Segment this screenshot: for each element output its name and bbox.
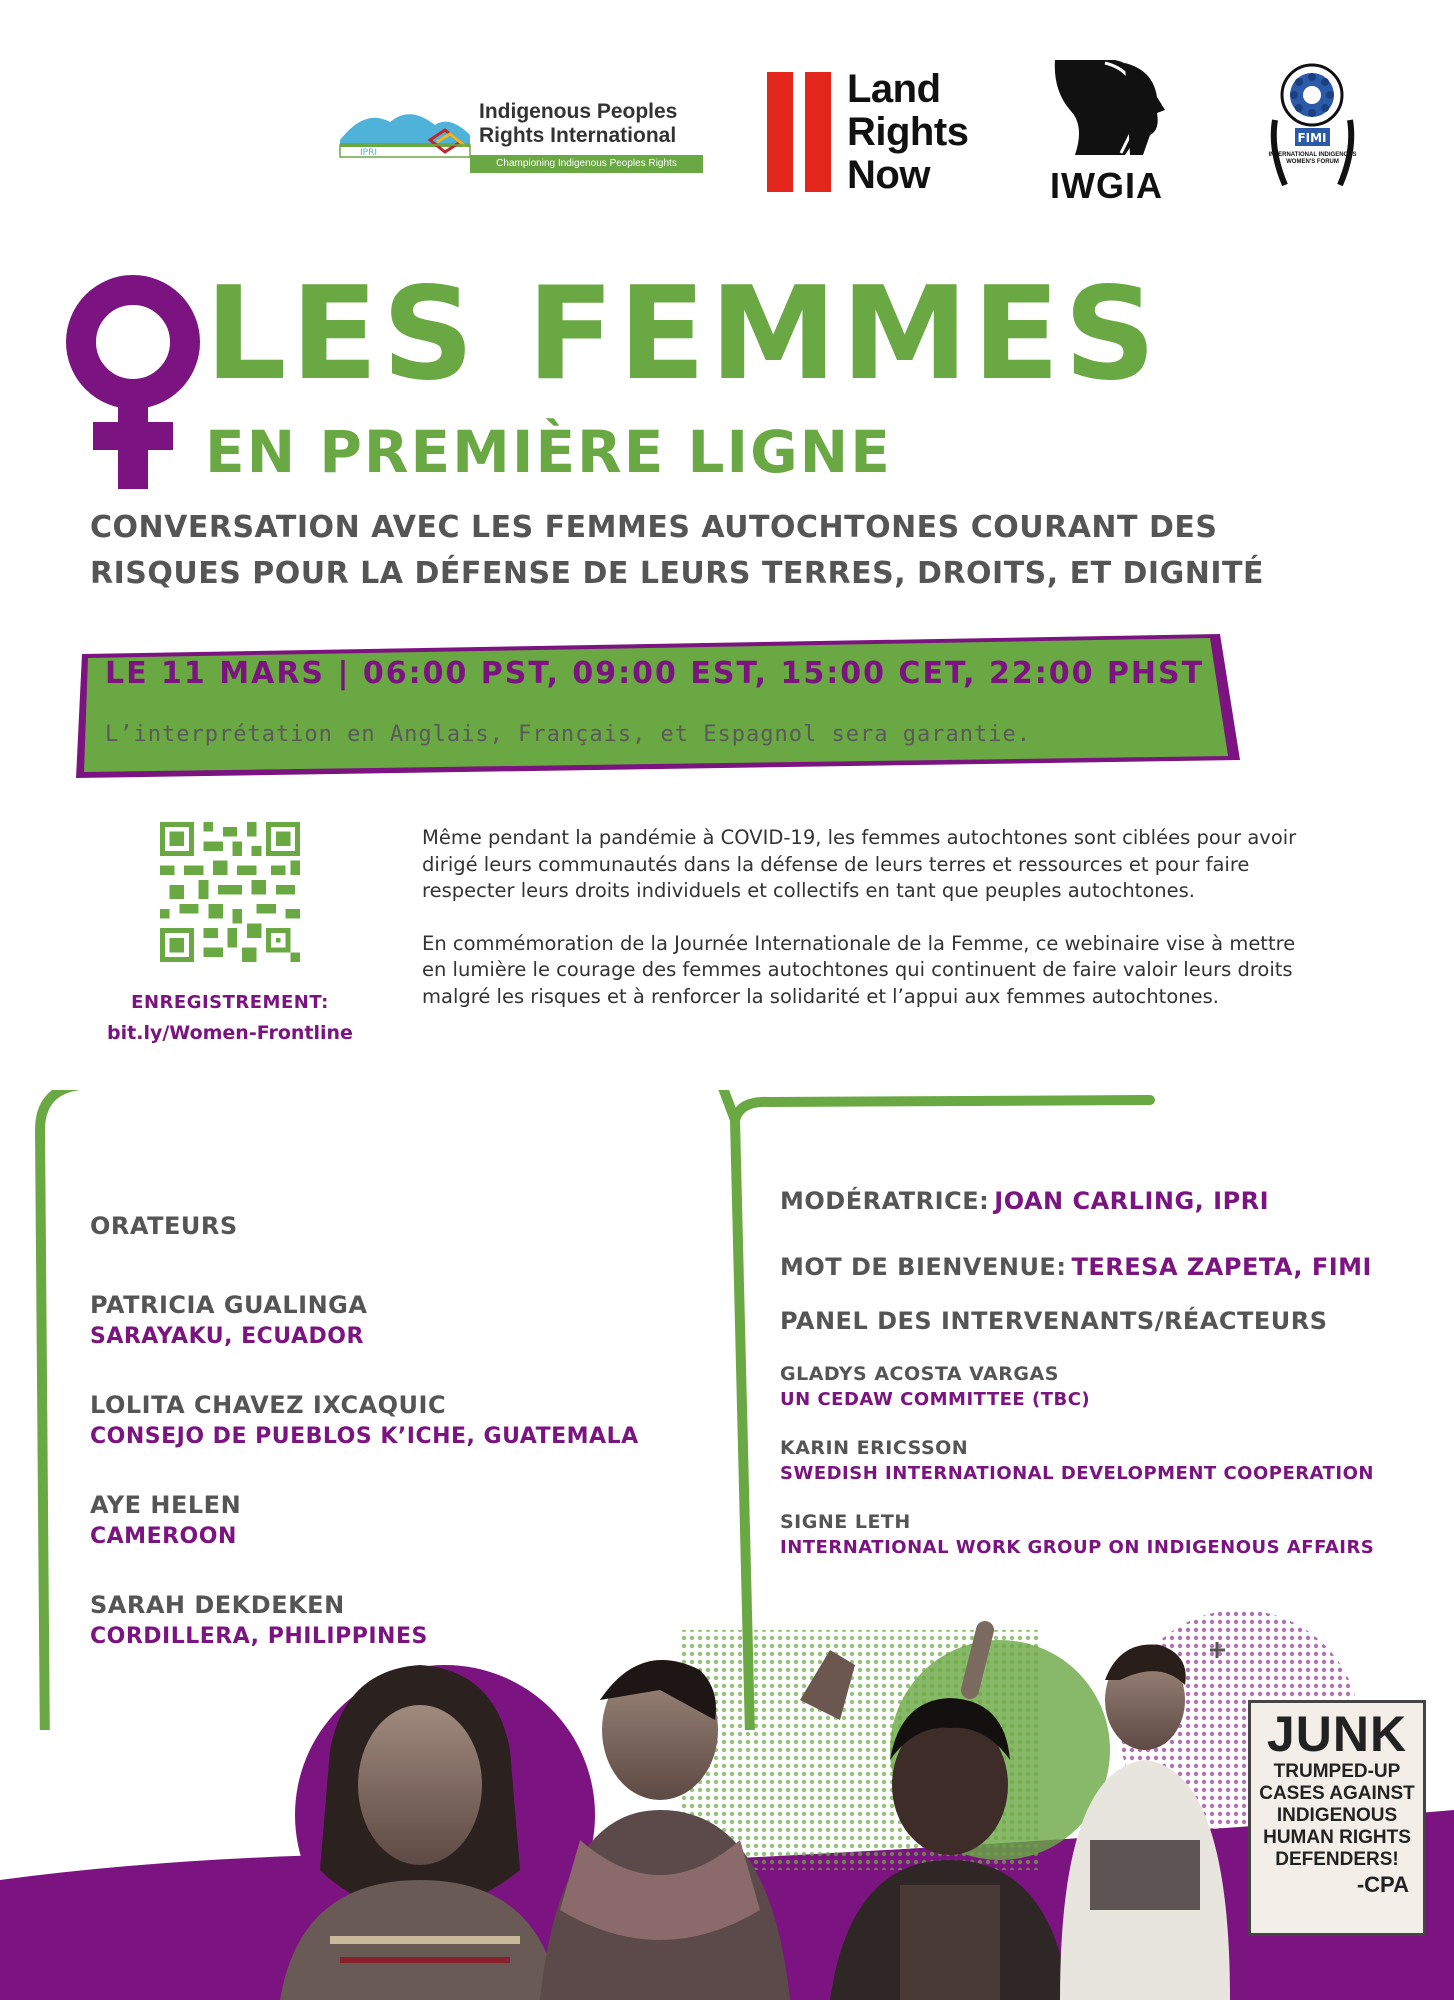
qr-code[interactable] xyxy=(160,822,300,962)
female-symbol-icon xyxy=(65,272,215,492)
speakers-heading: ORATEURS xyxy=(90,1212,238,1240)
event-description-heading xyxy=(90,505,1380,597)
panelist-name: SIGNE LETH xyxy=(780,1511,911,1533)
ipri-mountain-icon xyxy=(335,100,475,160)
welcome-name: TERESA ZAPETA, FIMI xyxy=(1071,1253,1372,1281)
speaker-org: SARAYAKU, ECUADOR xyxy=(90,1324,364,1349)
moderator-name: JOAN CARLING, IPRI xyxy=(994,1187,1270,1215)
moderator-row xyxy=(780,1187,1420,1215)
page-title: LES FEMMES xyxy=(205,260,1160,409)
sign-line: CASES AGAINST xyxy=(1259,1783,1415,1804)
panel-heading-text: PANEL DES INTERVENANTS/RÉACTEURS xyxy=(780,1307,1328,1335)
description-paragraph-2: En commémoration de la Journée Internationale de la Femme, ce webinaire vise à mettre en lumière le courage des femmes autochtones qui continuent de faire valoir leurs droits malgré les risques et à renforcer la solidarité et l’appui aux femmes autochtones. xyxy=(422,931,1296,1008)
description-paragraph-1: Même pendant la pandémie à COVID-19, les femmes autochtones sont ciblées pour avoir dirigé leurs communautés dans la défense de leurs terres et ressources et pour faire respecter leurs droits individuels et collectifs en tant que peuples autochtones. xyxy=(422,826,1297,902)
lrn-bars-icon xyxy=(765,70,835,195)
speaker-org: CORDILLERA, PHILIPPINES xyxy=(90,1624,428,1649)
subtitle-line2: RISQUES POUR LA DÉFENSE DE LEURS TERRES, DROITS, ET DIGNITÉ xyxy=(90,556,1264,591)
panelist-item xyxy=(780,1509,1420,1561)
sign-line: INDIGENOUS xyxy=(1276,1805,1398,1826)
panelist-org: SWEDISH INTERNATIONAL DEVELOPMENT COOPERATION xyxy=(780,1463,1374,1484)
panelist-org: INTERNATIONAL WORK GROUP ON INDIGENOUS AFFAIRS xyxy=(780,1537,1375,1558)
panelist-item xyxy=(780,1435,1420,1487)
ipri-logo xyxy=(335,92,705,174)
event-description xyxy=(422,825,1322,1036)
lrn-line2: Rights xyxy=(847,110,969,154)
speaker-name: LOLITA CHAVEZ IXCAQUIC xyxy=(90,1391,447,1419)
welcome-label: MOT DE BIENVENUE: xyxy=(780,1253,1067,1281)
sign-title: JUNK xyxy=(1266,1706,1408,1762)
sign-body xyxy=(1251,1761,1423,1871)
ipri-tagline: Championing Indigenous Peoples Rights xyxy=(470,155,703,173)
iwgia-logo xyxy=(1045,55,1180,205)
speaker-org: CAMEROON xyxy=(90,1524,237,1549)
fimi-logo xyxy=(1265,60,1360,205)
welcome-row xyxy=(780,1253,1420,1281)
speaker-name: AYE HELEN xyxy=(90,1491,242,1519)
svg-text:FIMI: FIMI xyxy=(1297,131,1327,145)
moderator-label: MODÉRATRICE: xyxy=(780,1187,990,1215)
protest-sign xyxy=(1248,1700,1426,1936)
iwgia-faces-icon xyxy=(1045,55,1180,165)
fimi-subtitle: INTERNATIONAL INDIGENOUS WOMEN'S FORUM xyxy=(1268,152,1357,165)
page-subtitle: EN PREMIÈRE LIGNE xyxy=(205,418,892,486)
interpretation-note: L’interprétation en Anglais, Français, et Espagnol sera garantie. xyxy=(105,722,1031,747)
panelist-item xyxy=(780,1361,1420,1413)
speaker-org: CONSEJO DE PUEBLOS K’ICHE, GUATEMALA xyxy=(90,1424,639,1449)
lrn-line3: Now xyxy=(847,153,930,197)
speaker-item xyxy=(90,1488,710,1552)
fimi-emblem-icon xyxy=(1265,60,1360,190)
ipri-name xyxy=(479,100,677,148)
ipri-name-line1: Indigenous Peoples xyxy=(479,100,678,123)
sign-line: TRUMPED-UP xyxy=(1273,1761,1401,1782)
speaker-name: PATRICIA GUALINGA xyxy=(90,1291,368,1319)
sign-signature: -CPA xyxy=(1356,1872,1409,1897)
women-photo-collage xyxy=(0,1610,1454,2000)
program-details xyxy=(780,1187,1420,1583)
registration-label: ENREGISTREMENT: xyxy=(131,992,329,1013)
land-rights-now-logo xyxy=(765,67,995,200)
sign-line: HUMAN RIGHTS xyxy=(1263,1827,1411,1848)
date-banner xyxy=(70,630,1240,780)
subtitle-line1: CONVERSATION AVEC LES FEMMES AUTOCHTONES COURANT DES xyxy=(90,510,1218,545)
sign-line: DEFENDERS! xyxy=(1275,1849,1399,1870)
iwgia-text: IWGIA xyxy=(1050,165,1163,206)
registration-link[interactable]: bit.ly/Women-Frontline xyxy=(107,1022,353,1044)
panelist-org: UN CEDAW COMMITTEE (TBC) xyxy=(780,1389,1091,1410)
lrn-line1: Land xyxy=(847,67,941,111)
event-date: LE 11 MARS | 06:00 PST, 09:00 EST, 15:00 CET, 22:00 PHST xyxy=(105,656,1205,691)
ipri-name-line2: Rights International xyxy=(479,124,677,147)
speaker-item xyxy=(90,1288,710,1352)
panelist-name: GLADYS ACOSTA VARGAS xyxy=(780,1363,1059,1385)
panel-heading xyxy=(780,1307,1420,1335)
svg-text:IPRI: IPRI xyxy=(360,148,377,158)
speaker-item xyxy=(90,1388,710,1452)
panelist-name: KARIN ERICSSON xyxy=(780,1437,969,1459)
speaker-name: SARAH DEKDEKEN xyxy=(90,1591,345,1619)
